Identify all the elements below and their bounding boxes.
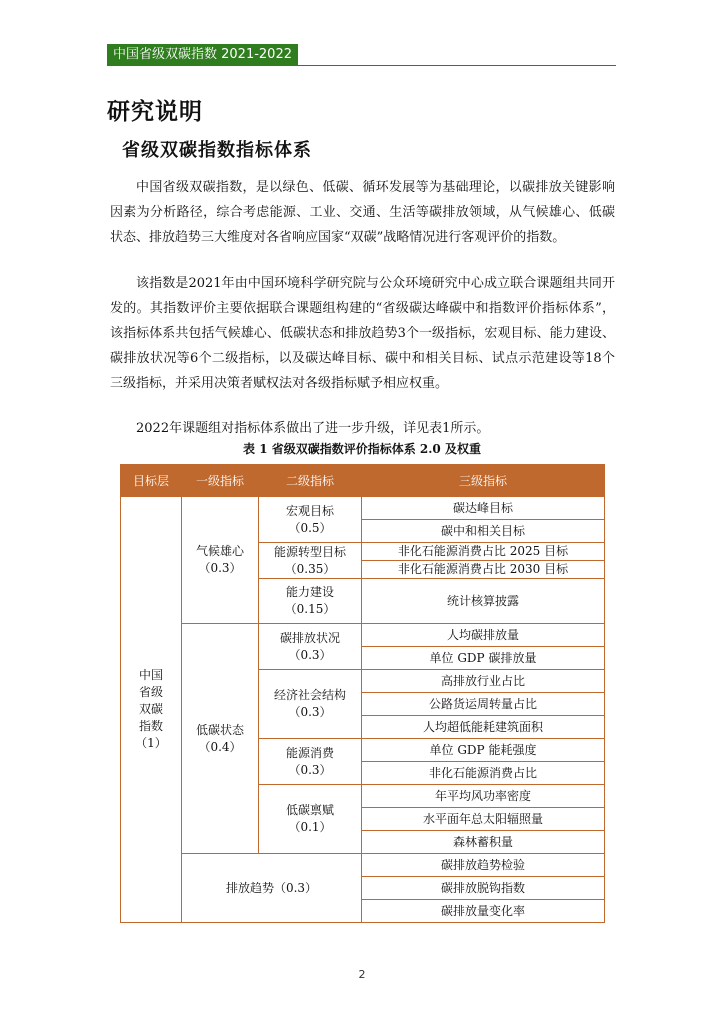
l3-cell: 碳中和相关目标	[362, 520, 605, 543]
l1-climate-cell	[182, 497, 259, 624]
l3-cell: 碳达峰目标	[362, 497, 605, 520]
table-caption: 表 1 省级双碳指数评价指标体系 2.0 及权重	[243, 442, 481, 456]
l1-lowcarbon-cell	[182, 624, 259, 854]
l1-weight: （0.3）	[198, 561, 242, 575]
l2-name: 经济社会结构	[273, 688, 346, 702]
goal-layer-cell	[121, 497, 182, 923]
l2-energy-use-cell	[259, 739, 362, 785]
table-header-row	[121, 465, 605, 497]
table-row	[121, 624, 605, 647]
header-level1: 一级指标	[182, 465, 259, 497]
l1-name: 气候雄心	[195, 544, 244, 558]
l3-cell: 单位 GDP 碳排放量	[362, 647, 605, 670]
l3-cell: 统计核算披露	[362, 579, 605, 624]
l2-weight: （0.35）	[284, 561, 336, 576]
goal-line: 省级	[138, 685, 163, 699]
l2-energy-transition-cell	[259, 543, 362, 579]
l3-cell: 非化石能源消费占比 2025 目标	[362, 543, 605, 561]
section-title: 研究说明	[107, 99, 203, 125]
goal-line: 双碳	[138, 702, 163, 716]
l3-cell: 森林蓄积量	[362, 831, 605, 854]
l2-weight: （0.15）	[284, 602, 336, 616]
paragraph-intro: 中国省级双碳指数，是以绿色、低碳、循环发展等为基础理论，以碳排放关键影响因素为分析路径，综合考虑能源、工业、交通、生活等碳排放领域，从气候雄心、低碳状态、排放趋势三大维度对各省响应国家“双碳”战略情况进行客观评价的指数。	[110, 180, 615, 245]
l1-weight: （0.4）	[198, 739, 242, 754]
l2-economy-cell	[259, 670, 362, 739]
l3-cell: 非化石能源消费占比 2030 目标	[362, 561, 605, 579]
page-number: 2	[358, 968, 366, 981]
l3-cell: 年平均风功率密度	[362, 785, 605, 808]
header-level2: 二级指标	[259, 465, 362, 497]
table-row	[121, 497, 605, 520]
table-row	[121, 854, 605, 877]
l1-trend-cell: 排放趋势（0.3）	[182, 854, 362, 923]
l3-cell: 单位 GDP 能耗强度	[362, 739, 605, 762]
goal-line: 中国	[138, 668, 163, 682]
indicator-table	[120, 464, 605, 923]
l3-cell: 水平面年总太阳辐照量	[362, 808, 605, 831]
header-goal-layer: 目标层	[121, 465, 182, 497]
l2-weight: （0.3）	[288, 705, 332, 719]
header-divider	[107, 65, 616, 66]
l3-cell: 非化石能源消费占比	[362, 762, 605, 785]
l2-weight: （0.5）	[288, 520, 332, 535]
l1-name: 低碳状态	[195, 722, 244, 737]
l2-macro-cell	[259, 497, 362, 543]
l2-weight: （0.1）	[288, 820, 332, 834]
l2-name: 能源转型目标	[273, 544, 346, 559]
l2-endowment-cell	[259, 785, 362, 854]
l2-name: 碳排放状况	[279, 630, 340, 645]
section-subtitle: 省级双碳指数指标体系	[122, 140, 312, 161]
l3-cell: 碳排放量变化率	[362, 900, 605, 923]
l2-name: 能源消费	[285, 745, 334, 760]
header-level3: 三级指标	[362, 465, 605, 497]
l2-emission-status-cell	[259, 624, 362, 670]
l2-name: 低碳禀赋	[285, 803, 334, 817]
l2-capacity-cell	[259, 579, 362, 624]
l2-weight: （0.3）	[288, 647, 332, 662]
l3-cell: 碳排放脱钩指数	[362, 877, 605, 900]
paragraph-origin: 该指数是2021年由中国环境科学研究院与公众环境研究中心成立联合课题组共同开发的。其指数评价主要依据联合课题组构建的“省级碳达峰碳中和指数评价指标体系”，该指标体系共包括气候雄心、低碳状态和排放趋势3个一级指标，宏观目标、能力建设、碳排放状况等6个二级指标，以及碳达峰目标、碳中和相关目标、试点示范建设等18个三级指标，并采用决策者赋权法对各级指标赋予相应权重。	[110, 276, 615, 391]
l2-weight: （0.3）	[288, 762, 332, 777]
goal-line: 指数	[138, 719, 163, 733]
l3-cell: 碳排放趋势检验	[362, 854, 605, 877]
l2-name: 能力建设	[285, 585, 334, 599]
l3-cell: 公路货运周转量占比	[362, 693, 605, 716]
report-header-tag: 中国省级双碳指数 2021-2022	[107, 44, 298, 66]
l3-cell: 人均碳排放量	[362, 624, 605, 647]
l3-cell: 人均超低能耗建筑面积	[362, 716, 605, 739]
goal-line: （1）	[135, 736, 167, 750]
indicator-table-wrapper	[120, 464, 604, 923]
paragraph-upgrade: 2022年课题组对指标体系做出了进一步升级，详见表1所示。	[136, 421, 490, 436]
l3-cell: 高排放行业占比	[362, 670, 605, 693]
l2-name: 宏观目标	[285, 503, 334, 518]
